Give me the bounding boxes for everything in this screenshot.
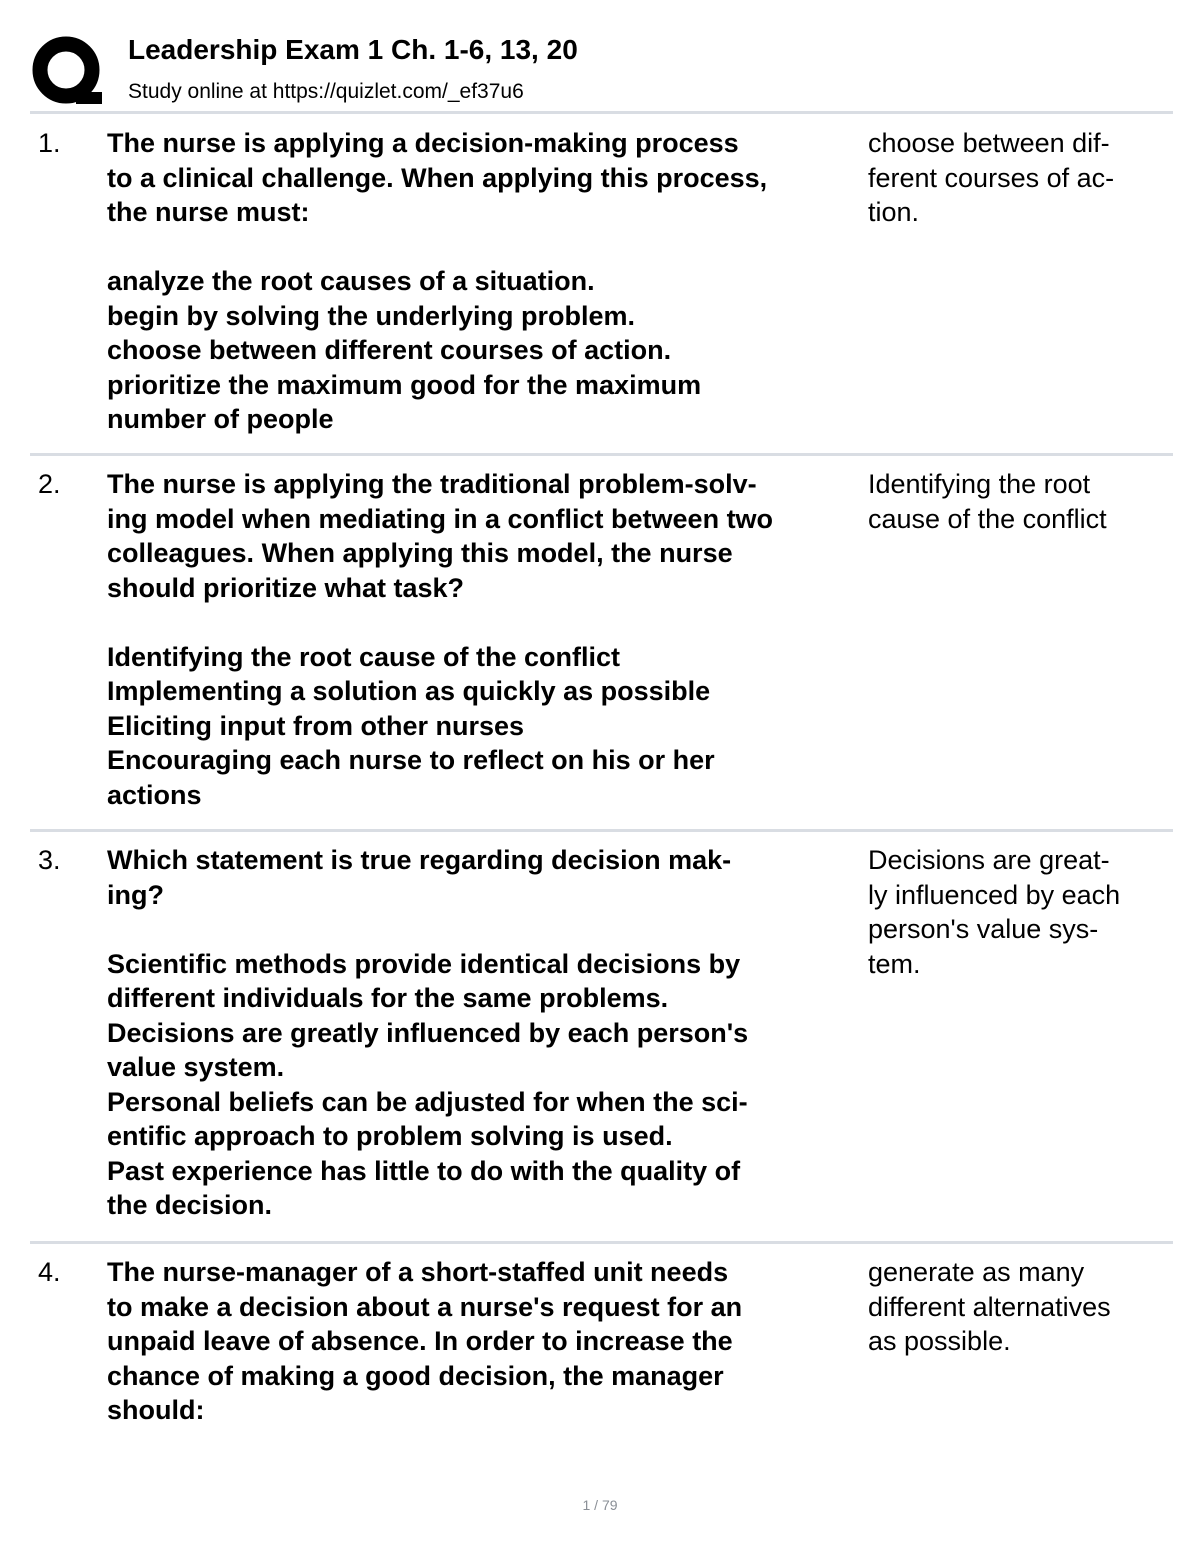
answer-line: person's value sys- xyxy=(868,914,1099,944)
card-answer xyxy=(868,467,1168,536)
card-question xyxy=(107,843,862,1223)
option-line: entific approach to problem solving is used. xyxy=(107,1121,673,1151)
option-line: choose between different courses of action. xyxy=(107,335,672,365)
question-line: the nurse must: xyxy=(107,197,310,227)
option-line: Eliciting input from other nurses xyxy=(107,710,525,741)
card-number: 2. xyxy=(38,469,61,499)
option-line: Scientific methods provide identical decisions by xyxy=(107,948,741,979)
card-answer xyxy=(868,843,1168,981)
option-line: Implementing a solution as quickly as possible xyxy=(107,676,711,706)
card-question xyxy=(107,467,862,812)
question-line: The nurse is applying a decision-making process xyxy=(107,128,739,158)
page-header xyxy=(30,28,1175,108)
answer-line: choose between dif- xyxy=(868,128,1110,158)
question-line: colleagues. When applying this model, the nurse xyxy=(107,538,733,568)
option-line: value system. xyxy=(107,1052,285,1082)
question-line: ing model when mediating in a conflict between two xyxy=(107,503,774,534)
card-question xyxy=(107,126,862,437)
quizlet-q-icon xyxy=(30,34,104,108)
option-line: begin by solving the underlying problem. xyxy=(107,300,636,331)
page-title: Leadership Exam 1 Ch. 1-6, 13, 20 xyxy=(128,34,578,65)
card-number: 4. xyxy=(38,1257,61,1287)
question-line: chance of making a good decision, the manager xyxy=(107,1360,724,1391)
divider xyxy=(30,453,1173,456)
card-question xyxy=(107,1255,862,1428)
answer-line: as possible. xyxy=(868,1326,1011,1356)
option-line: Encouraging each nurse to reflect on his or her xyxy=(107,745,715,775)
divider xyxy=(30,1241,1173,1244)
card-answer xyxy=(868,126,1168,230)
question-line: should prioritize what task? xyxy=(107,572,465,603)
question-line: The nurse-manager of a short-staffed unit needs xyxy=(107,1257,729,1287)
answer-line: generate as many xyxy=(868,1257,1085,1287)
answer-line: tem. xyxy=(868,948,921,979)
question-line: should: xyxy=(107,1395,205,1425)
study-link[interactable]: Study online at https://quizlet.com/_ef37u6 xyxy=(128,80,524,103)
divider xyxy=(30,111,1173,114)
answer-line: different alternatives xyxy=(868,1291,1111,1322)
card-number: 3. xyxy=(38,845,61,875)
question-line: to a clinical challenge. When applying this process, xyxy=(107,162,768,193)
answer-line: Identifying the root xyxy=(868,469,1091,499)
option-line: the decision. xyxy=(107,1190,273,1220)
answer-line: ferent courses of ac- xyxy=(868,162,1115,193)
card-number: 1. xyxy=(38,128,61,158)
answer-line: ly influenced by each xyxy=(868,879,1121,910)
question-line: to make a decision about a nurse's request for an xyxy=(107,1291,743,1322)
question-line: unpaid leave of absence. In order to increase the xyxy=(107,1326,733,1356)
divider xyxy=(30,829,1173,832)
card-answer xyxy=(868,1255,1168,1359)
option-line: Decisions are greatly influenced by each person's xyxy=(107,1017,749,1048)
option-line: number of people xyxy=(107,404,334,434)
option-line: Past experience has little to do with the quality of xyxy=(107,1155,741,1186)
option-line: prioritize the maximum good for the maximum xyxy=(107,369,702,400)
answer-line: cause of the conflict xyxy=(868,503,1107,534)
option-line: analyze the root causes of a situation. xyxy=(107,266,595,296)
answer-line: Decisions are great- xyxy=(868,845,1110,875)
page-number: 1 / 79 xyxy=(582,1497,618,1513)
option-line: Identifying the root cause of the conflict xyxy=(107,641,621,672)
question-line: Which statement is true regarding decision mak- xyxy=(107,845,732,875)
option-line: actions xyxy=(107,779,202,810)
option-line: different individuals for the same problems. xyxy=(107,983,669,1013)
question-line: The nurse is applying the traditional problem-solv- xyxy=(107,469,757,499)
question-line: ing? xyxy=(107,879,164,910)
option-line: Personal beliefs can be adjusted for when the sci- xyxy=(107,1086,748,1117)
answer-line: tion. xyxy=(868,197,920,227)
